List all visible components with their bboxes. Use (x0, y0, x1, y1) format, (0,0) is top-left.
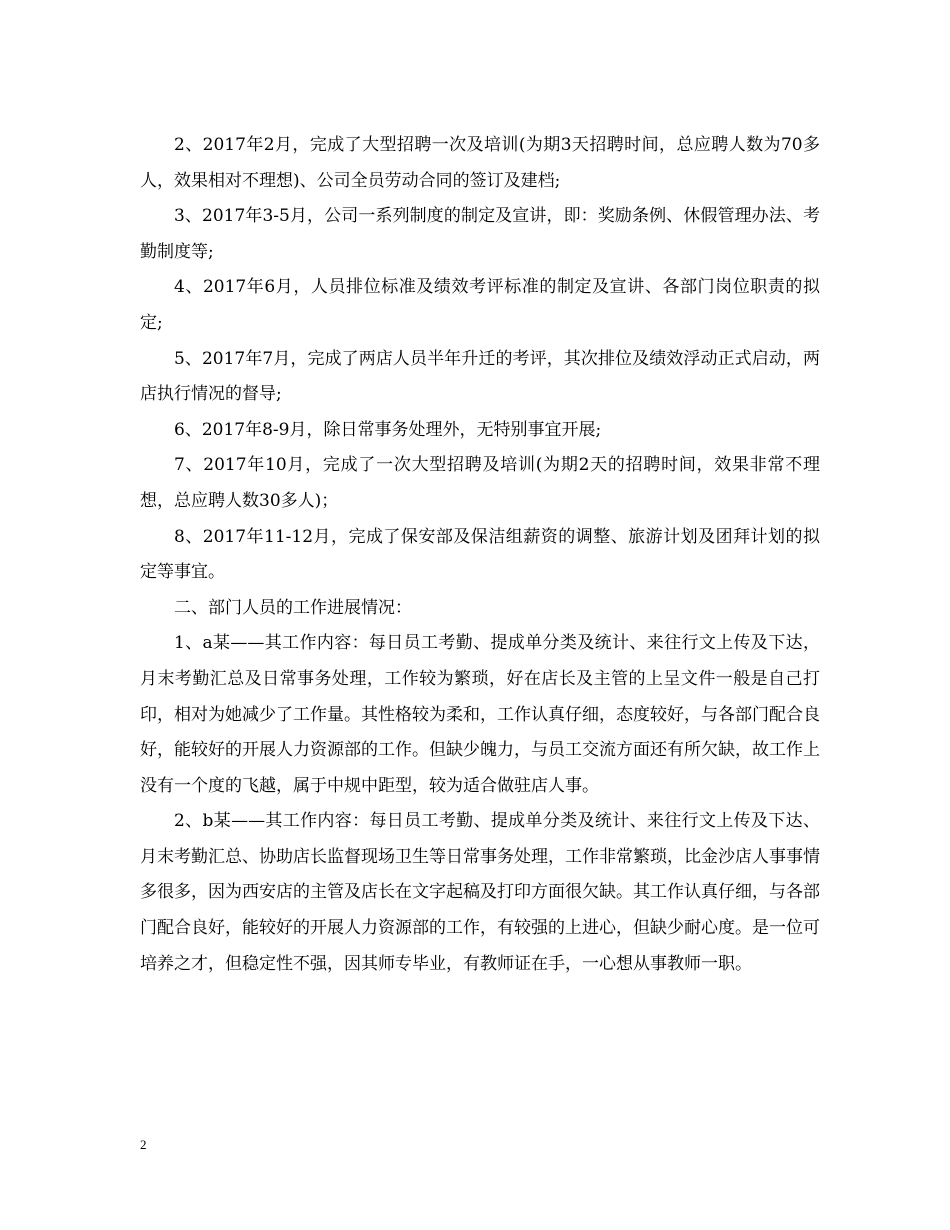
section-heading-staff-progress: 二、部门人员的工作进展情况： (174, 597, 412, 618)
paragraph-staff-a: 1、a某——其工作内容：每日员工考勤、提成单分类及统计、来往行文上传及下达，月末考勤汇总及日常事务处理，工作较为繁琐，好在店长及主管的上呈文件一般是自己打印，相对为她减少了工作量。其性格较为柔和，工作认真仔细，态度较好，与各部门配合良好，能较好的开展人力资源部的工作。但缺少魄力，与员工交流方面还有所欠缺，故工作上没有一个度的飞越，属于中规中距型，较为适合做驻店人事。 (140, 633, 820, 796)
paragraph-item-2: 2、2017年2月，完成了大型招聘一次及培训(为期3天招聘时间，总应聘人数为70多人，效果相对不理想)、公司全员劳动合同的签订及建档; (140, 135, 820, 191)
paragraph-item-6: 6、2017年8-9月，除日常事务处理外，无特别事宜开展; (174, 419, 602, 440)
paragraph-staff-b: 2、b某——其工作内容：每日员工考勤、提成单分类及统计、来往行文上传及下达、月末考勤汇总、协助店长监督现场卫生等日常事务处理，工作非常繁琐，比金沙店人事事情多很多，因为西安店的主管及店长在文字起稿及打印方面很欠缺。其工作认真仔细，与各部门配合良好，能较好的开展人力资源部的工作，有较强的上进心，但缺少耐心度。是一位可培养之才，但稳定性不强，因其师专毕业，有教师证在手，一心想从事教师一职。 (140, 811, 820, 974)
document-body (140, 128, 820, 982)
paragraph-item-7: 7、2017年10月，完成了一次大型招聘及培训(为期2天的招聘时间，效果非常不理想，总应聘人数30多人)； (140, 455, 820, 511)
page-number: 2 (140, 1137, 147, 1152)
paragraph-item-8: 8、2017年11-12月，完成了保安部及保洁组薪资的调整、旅游计划及团拜计划的拟定等事宜。 (140, 526, 820, 583)
paragraph-item-3: 3、2017年3-5月，公司一系列制度的制定及宣讲，即：奖励条例、休假管理办法、考勤制度等; (140, 206, 820, 262)
paragraph-item-4: 4、2017年6月，人员排位标准及绩效考评标准的制定及宣讲、各部门岗位职责的拟定; (140, 277, 820, 333)
paragraph-item-5: 5、2017年7月，完成了两店人员半年升迁的考评，其次排位及绩效浮动正式启动，两店执行情况的督导; (140, 348, 820, 405)
